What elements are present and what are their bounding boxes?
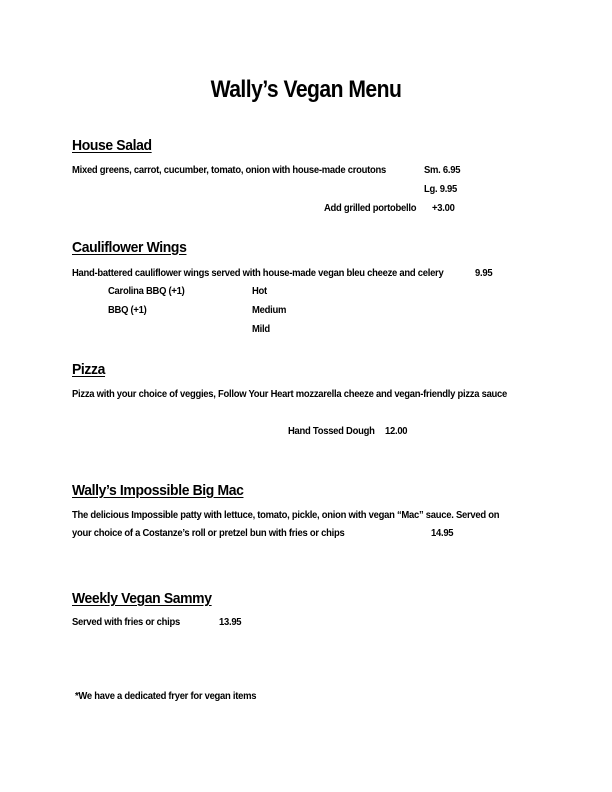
vegan-fryer-footnote: *We have a dedicated fryer for vegan items <box>75 690 257 702</box>
heat-level-option: Mild <box>252 323 270 335</box>
heat-level-option: Medium <box>252 304 287 316</box>
menu-title: Wally’s Vegan Menu <box>210 76 402 103</box>
big-mac-description-line1: The delicious Impossible patty with lettuce, tomato, pickle, onion with vegan “Mac” sauce. Served on <box>72 509 500 521</box>
big-mac-description-line2: your choice of a Costanze’s roll or pretzel bun with fries or chips <box>72 527 345 539</box>
cauliflower-wings-description: Hand-battered cauliflower wings served with house-made vegan bleu cheeze and celery <box>72 267 444 279</box>
weekly-sammy-heading: Weekly Vegan Sammy <box>72 590 212 607</box>
house-salad-addon: Add grilled portobello <box>324 202 417 214</box>
heat-level-option: Hot <box>252 285 267 297</box>
house-salad-description: Mixed greens, carrot, cucumber, tomato, onion with house-made croutons <box>72 164 387 176</box>
house-salad-price-small: Sm. 6.95 <box>424 164 461 176</box>
cauliflower-wings-heading: Cauliflower Wings <box>72 239 187 256</box>
weekly-sammy-description: Served with fries or chips <box>72 616 180 628</box>
pizza-option: Hand Tossed Dough <box>288 425 375 437</box>
big-mac-price: 14.95 <box>431 527 454 539</box>
big-mac-heading: Wally’s Impossible Big Mac <box>72 482 244 499</box>
pizza-description: Pizza with your choice of veggies, Follow Your Heart mozzarella cheeze and vegan-friendly pizza sauce <box>72 388 508 400</box>
sauce-option: Carolina BBQ (+1) <box>108 285 185 297</box>
pizza-price: 12.00 <box>385 425 408 437</box>
weekly-sammy-price: 13.95 <box>219 616 242 628</box>
sauce-option: BBQ (+1) <box>108 304 147 316</box>
house-salad-addon-price: +3.00 <box>432 202 455 214</box>
cauliflower-wings-price: 9.95 <box>475 267 493 279</box>
pizza-heading: Pizza <box>72 361 106 378</box>
house-salad-price-large: Lg. 9.95 <box>424 183 458 195</box>
house-salad-heading: House Salad <box>72 137 152 154</box>
